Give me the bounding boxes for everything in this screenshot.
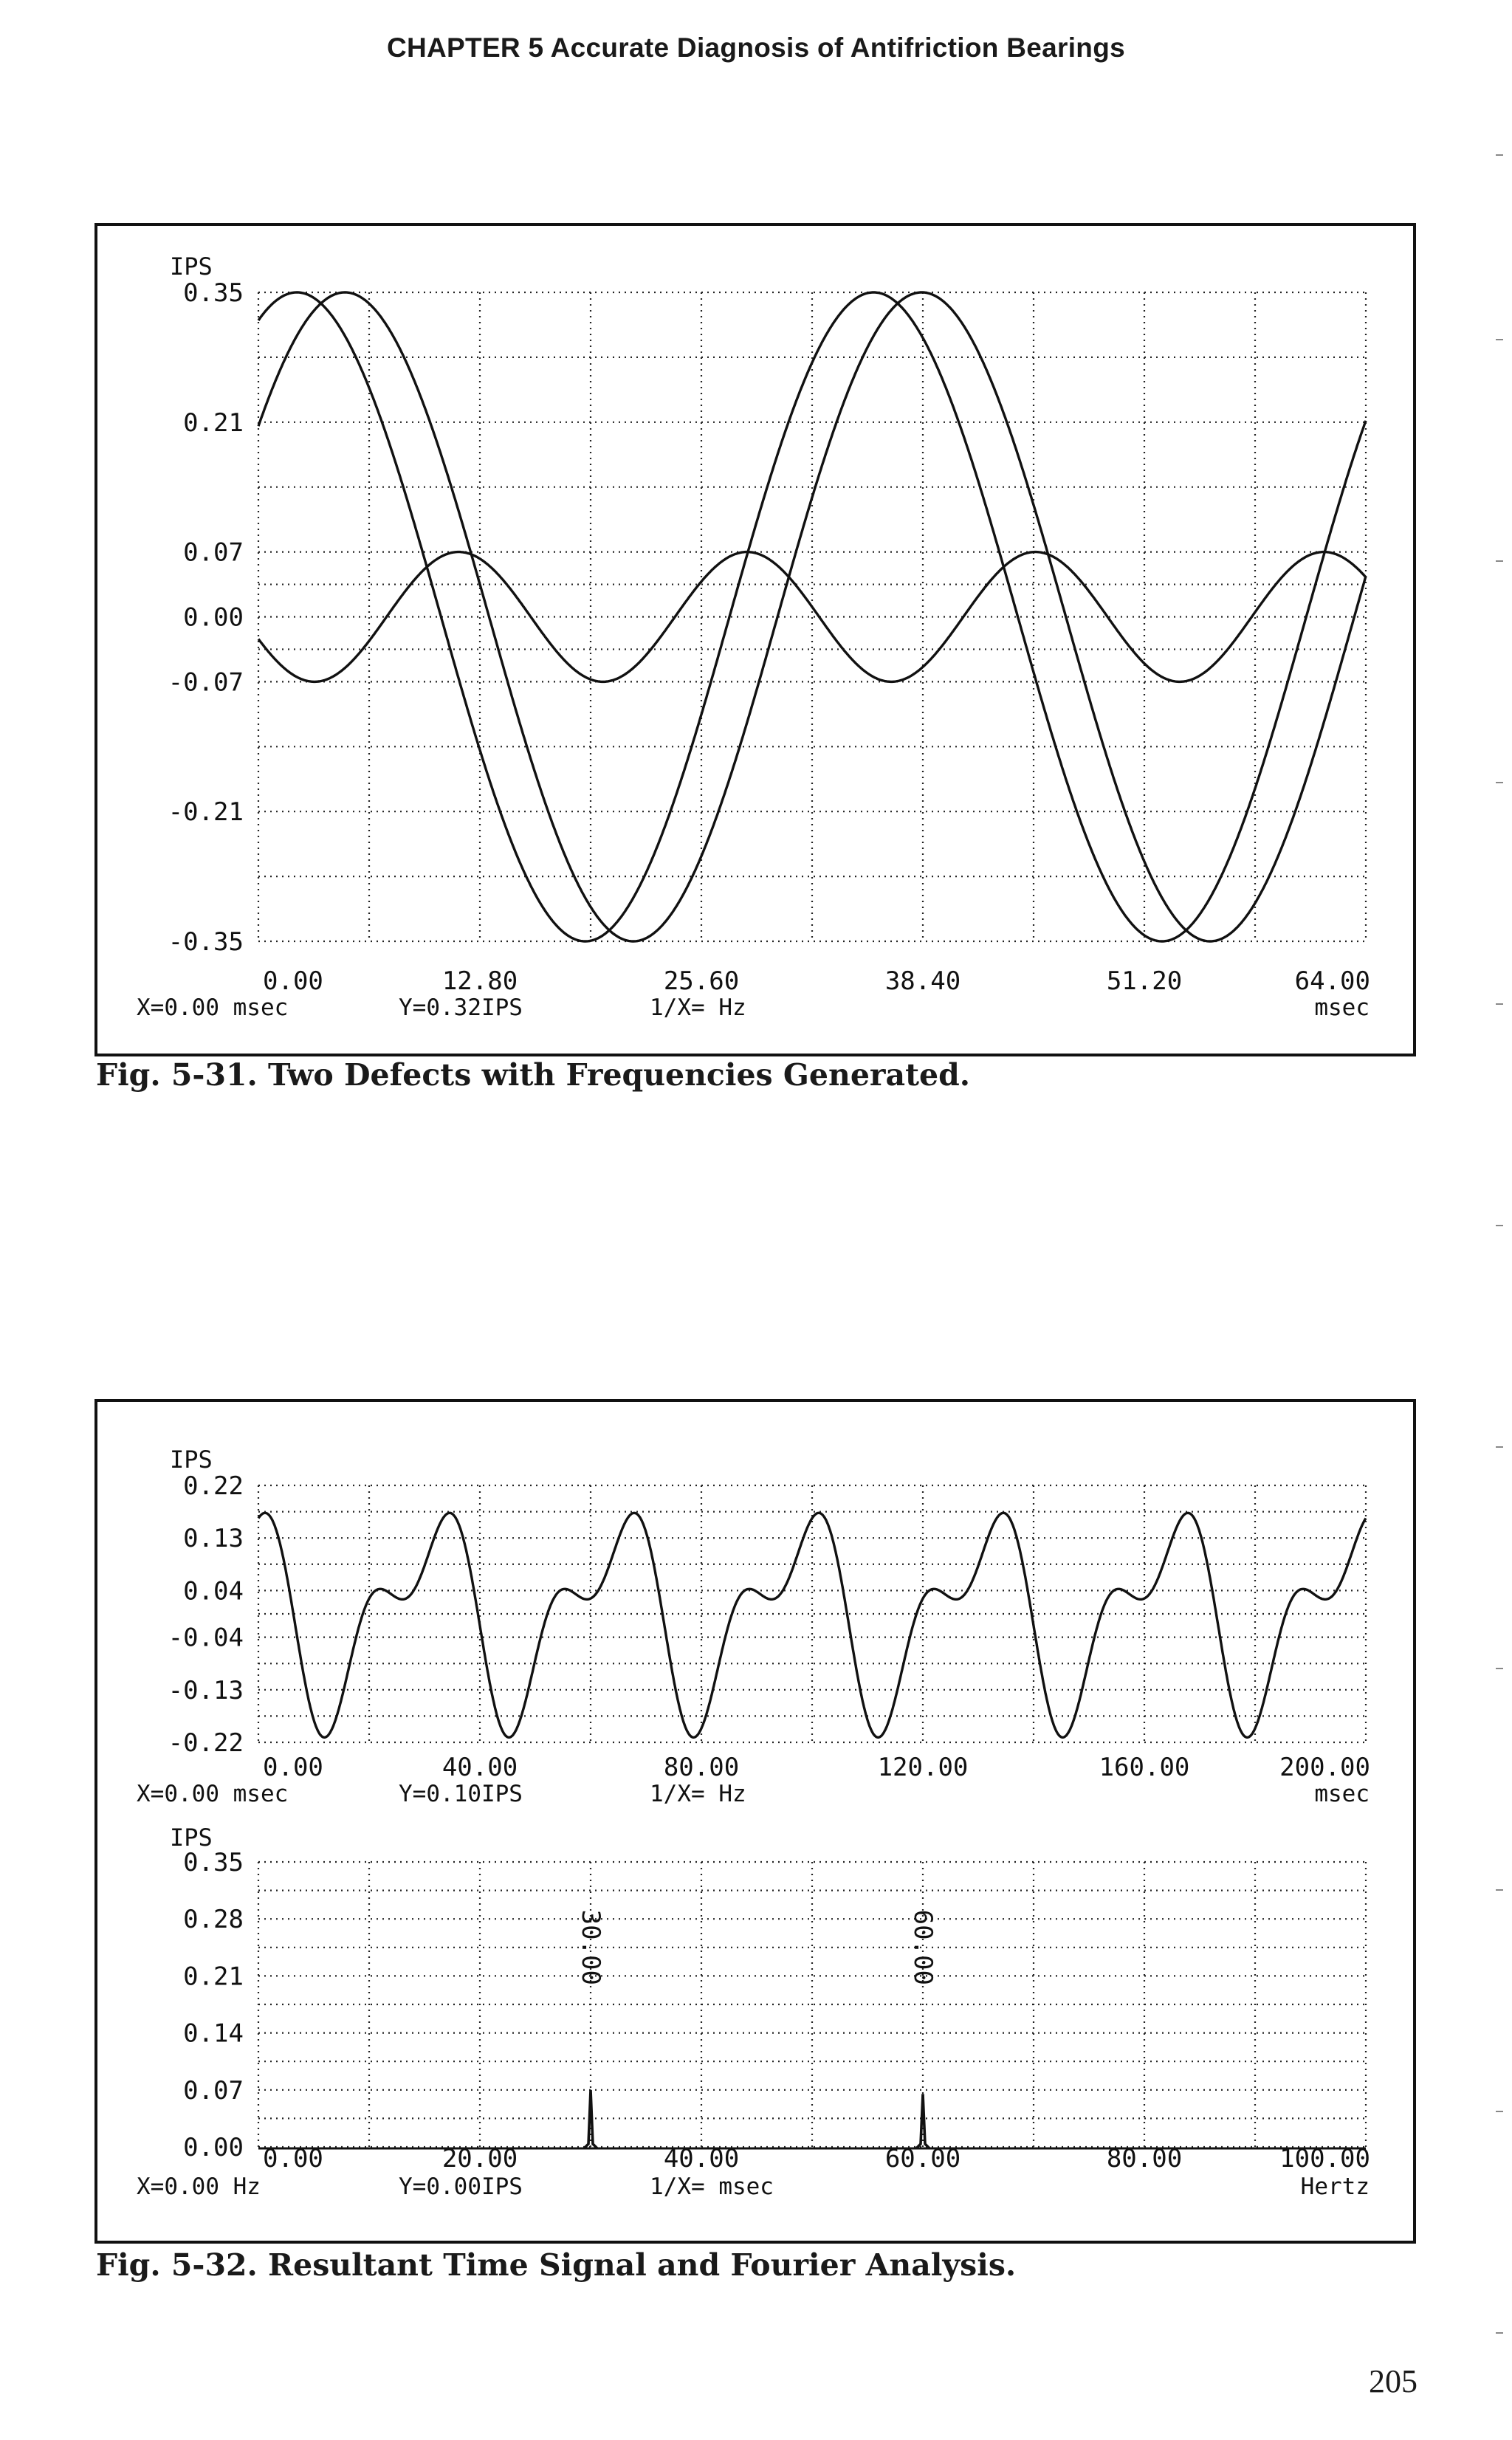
inverse-readout: 1/X= Hz xyxy=(650,994,746,1021)
y-tick-label: 0.00 xyxy=(183,602,244,633)
x-tick-label: 200.00 xyxy=(1279,1753,1370,1782)
peak-value-label: 30.00 xyxy=(576,1909,605,1985)
y-tick-label: 0.21 xyxy=(183,1962,244,1992)
x-tick-label: 64.00 xyxy=(1294,966,1370,996)
x-tick-label: 12.80 xyxy=(441,966,518,996)
x-tick-label: 0.00 xyxy=(263,966,323,996)
y-tick-label: -0.13 xyxy=(168,1675,244,1705)
fig-5-32-caption: Fig. 5-32. Resultant Time Signal and Fourier Analysis. xyxy=(96,2247,1017,2283)
y-tick-label: -0.35 xyxy=(168,927,244,957)
x-tick-label: 51.20 xyxy=(1106,966,1183,996)
x-tick-label: 40.00 xyxy=(663,2144,740,2173)
running-head: CHAPTER 5 Accurate Diagnosis of Antifriction Bearings xyxy=(387,32,1125,63)
margin-ticks xyxy=(1496,155,1503,2333)
peak-value-label: 60.00 xyxy=(908,1909,938,1985)
x-tick-label: 100.00 xyxy=(1279,2144,1370,2173)
inverse-readout: 1/X= msec xyxy=(650,2173,774,2200)
x-readout: X=0.00 Hz xyxy=(137,2173,261,2200)
y-tick-label: -0.21 xyxy=(168,797,244,828)
y-tick-label: 0.13 xyxy=(183,1524,244,1554)
y-tick-label: -0.07 xyxy=(168,667,244,698)
y-tick-label: 0.00 xyxy=(183,2133,244,2162)
x-unit-label: msec xyxy=(1314,1781,1370,1807)
x-tick-label: 38.40 xyxy=(884,966,961,996)
y-readout: Y=0.32IPS xyxy=(399,994,523,1021)
y-tick-label: 0.07 xyxy=(183,537,244,568)
fig-5-31-plot xyxy=(137,252,1370,1021)
x-tick-label: 40.00 xyxy=(441,1753,518,1782)
x-tick-label: 0.00 xyxy=(263,2144,323,2173)
y-axis-title: IPS xyxy=(170,252,213,281)
y-tick-label: 0.28 xyxy=(183,1905,244,1935)
fig-5-32-frame xyxy=(96,1401,1415,2242)
y-tick-label: 0.07 xyxy=(183,2075,244,2106)
page-number: 205 xyxy=(1369,2363,1418,2399)
y-tick-label: 0.22 xyxy=(183,1471,244,1501)
y-tick-label: -0.22 xyxy=(168,1728,244,1758)
y-tick-label: 0.35 xyxy=(183,278,244,308)
y-tick-label: 0.35 xyxy=(183,1848,244,1877)
fig-5-32-spectrum-plot xyxy=(137,1824,1370,2200)
fig-5-31-caption: Fig. 5-31. Two Defects with Frequencies Generated. xyxy=(96,1057,971,1093)
inverse-readout: 1/X= Hz xyxy=(650,1781,746,1807)
x-tick-label: 120.00 xyxy=(877,1753,969,1782)
y-tick-label: 0.14 xyxy=(183,2018,244,2049)
y-axis-title: IPS xyxy=(170,1824,213,1852)
y-axis-title: IPS xyxy=(170,1446,213,1474)
y-tick-label: 0.21 xyxy=(183,408,244,438)
x-readout: X=0.00 msec xyxy=(137,994,289,1021)
x-tick-label: 60.00 xyxy=(884,2144,961,2173)
x-tick-label: 0.00 xyxy=(263,1753,323,1782)
x-readout: X=0.00 msec xyxy=(137,1781,289,1807)
x-tick-label: 160.00 xyxy=(1099,1753,1190,1782)
y-readout: Y=0.10IPS xyxy=(399,1781,523,1807)
y-tick-label: -0.04 xyxy=(168,1623,244,1653)
x-tick-label: 20.00 xyxy=(441,2144,518,2173)
y-tick-label: 0.04 xyxy=(183,1576,244,1606)
resultant-signal-line xyxy=(258,1513,1366,1737)
x-unit-label: msec xyxy=(1314,994,1370,1021)
x-tick-label: 80.00 xyxy=(663,1753,740,1782)
fig-5-31-frame xyxy=(96,224,1415,1055)
x-tick-label: 25.60 xyxy=(663,966,740,996)
x-unit-label: Hertz xyxy=(1300,2173,1370,2200)
x-tick-label: 80.00 xyxy=(1106,2144,1183,2173)
y-readout: Y=0.00IPS xyxy=(399,2173,523,2200)
fig-5-32-time-plot xyxy=(137,1446,1370,1807)
